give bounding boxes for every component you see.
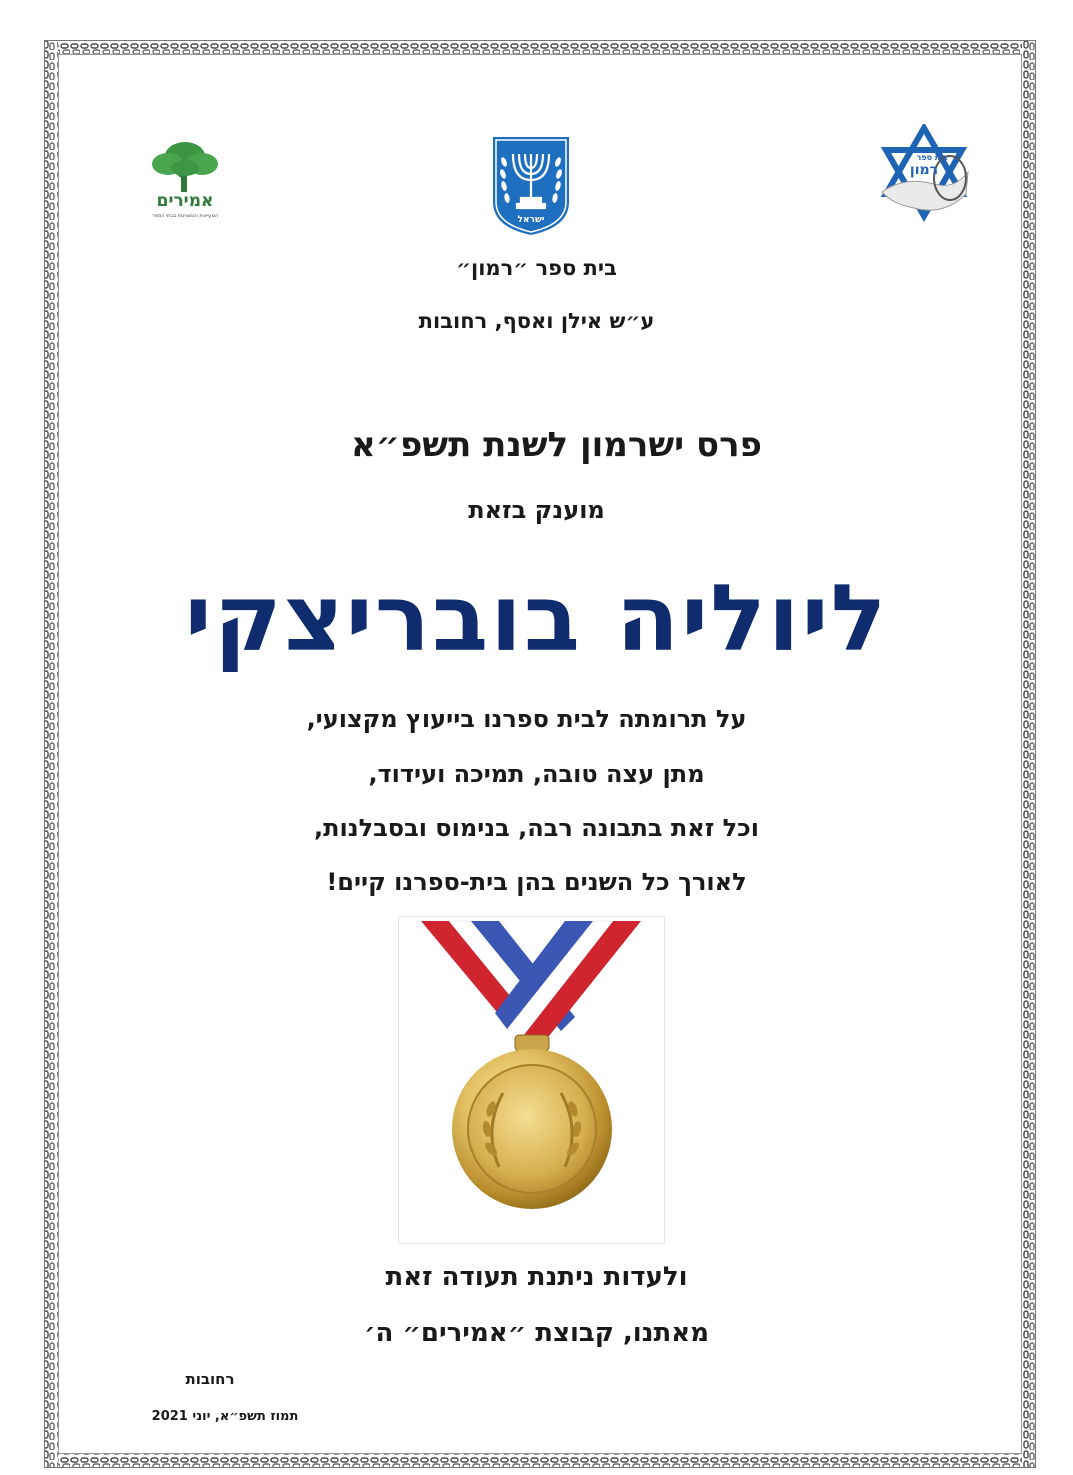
rimon-logo-small-text: בית ספר	[916, 153, 948, 162]
prize-title: פרס ישרמון לשנת תשפ״א	[351, 425, 762, 465]
reason-line-4: לאורך כל השנים בהן בית-ספרנו קיים!	[326, 868, 747, 896]
amirim-logo-text: אמירים	[156, 191, 214, 211]
state-emblem-logo	[488, 132, 574, 238]
reason-line-1: על תרומתה לבית ספרנו בייעוץ מקצועי,	[306, 705, 747, 733]
medal-image	[398, 916, 665, 1244]
tree-icon	[152, 142, 218, 192]
awarded-to-label: מוענק בזאת	[468, 496, 605, 524]
emblem-text: ישראל	[517, 215, 545, 225]
closing-line-1: ולעדות ניתנת תעודה זאת	[385, 1262, 688, 1292]
rimon-school-logo	[874, 124, 974, 228]
school-subtitle: ע״ש אילן ואסף, רחובות	[418, 309, 655, 333]
reason-line-3: וכל זאת בתבונה רבה, בנימוס ובסבלנות,	[313, 814, 760, 842]
rimon-logo-text: רמון	[909, 162, 939, 178]
reason-line-2: מתן עצה טובה, תמיכה ועידוד,	[368, 760, 705, 788]
date-label: תמוז תשפ״א, יוני 2021	[151, 1409, 299, 1424]
amirim-logo-caption: המעיינות והמצוינות בבתי הספר	[151, 213, 219, 219]
medal-icon	[399, 917, 664, 1243]
school-name: בית ספר ״רמון״	[456, 256, 617, 280]
amirim-logo	[140, 138, 230, 220]
recipient-name: ליוליה בובריצקי	[184, 565, 889, 672]
city-label: רחובות	[185, 1370, 235, 1388]
closing-line-2: מאתנו, קבוצת ״אמירים״ ה׳	[363, 1318, 710, 1348]
